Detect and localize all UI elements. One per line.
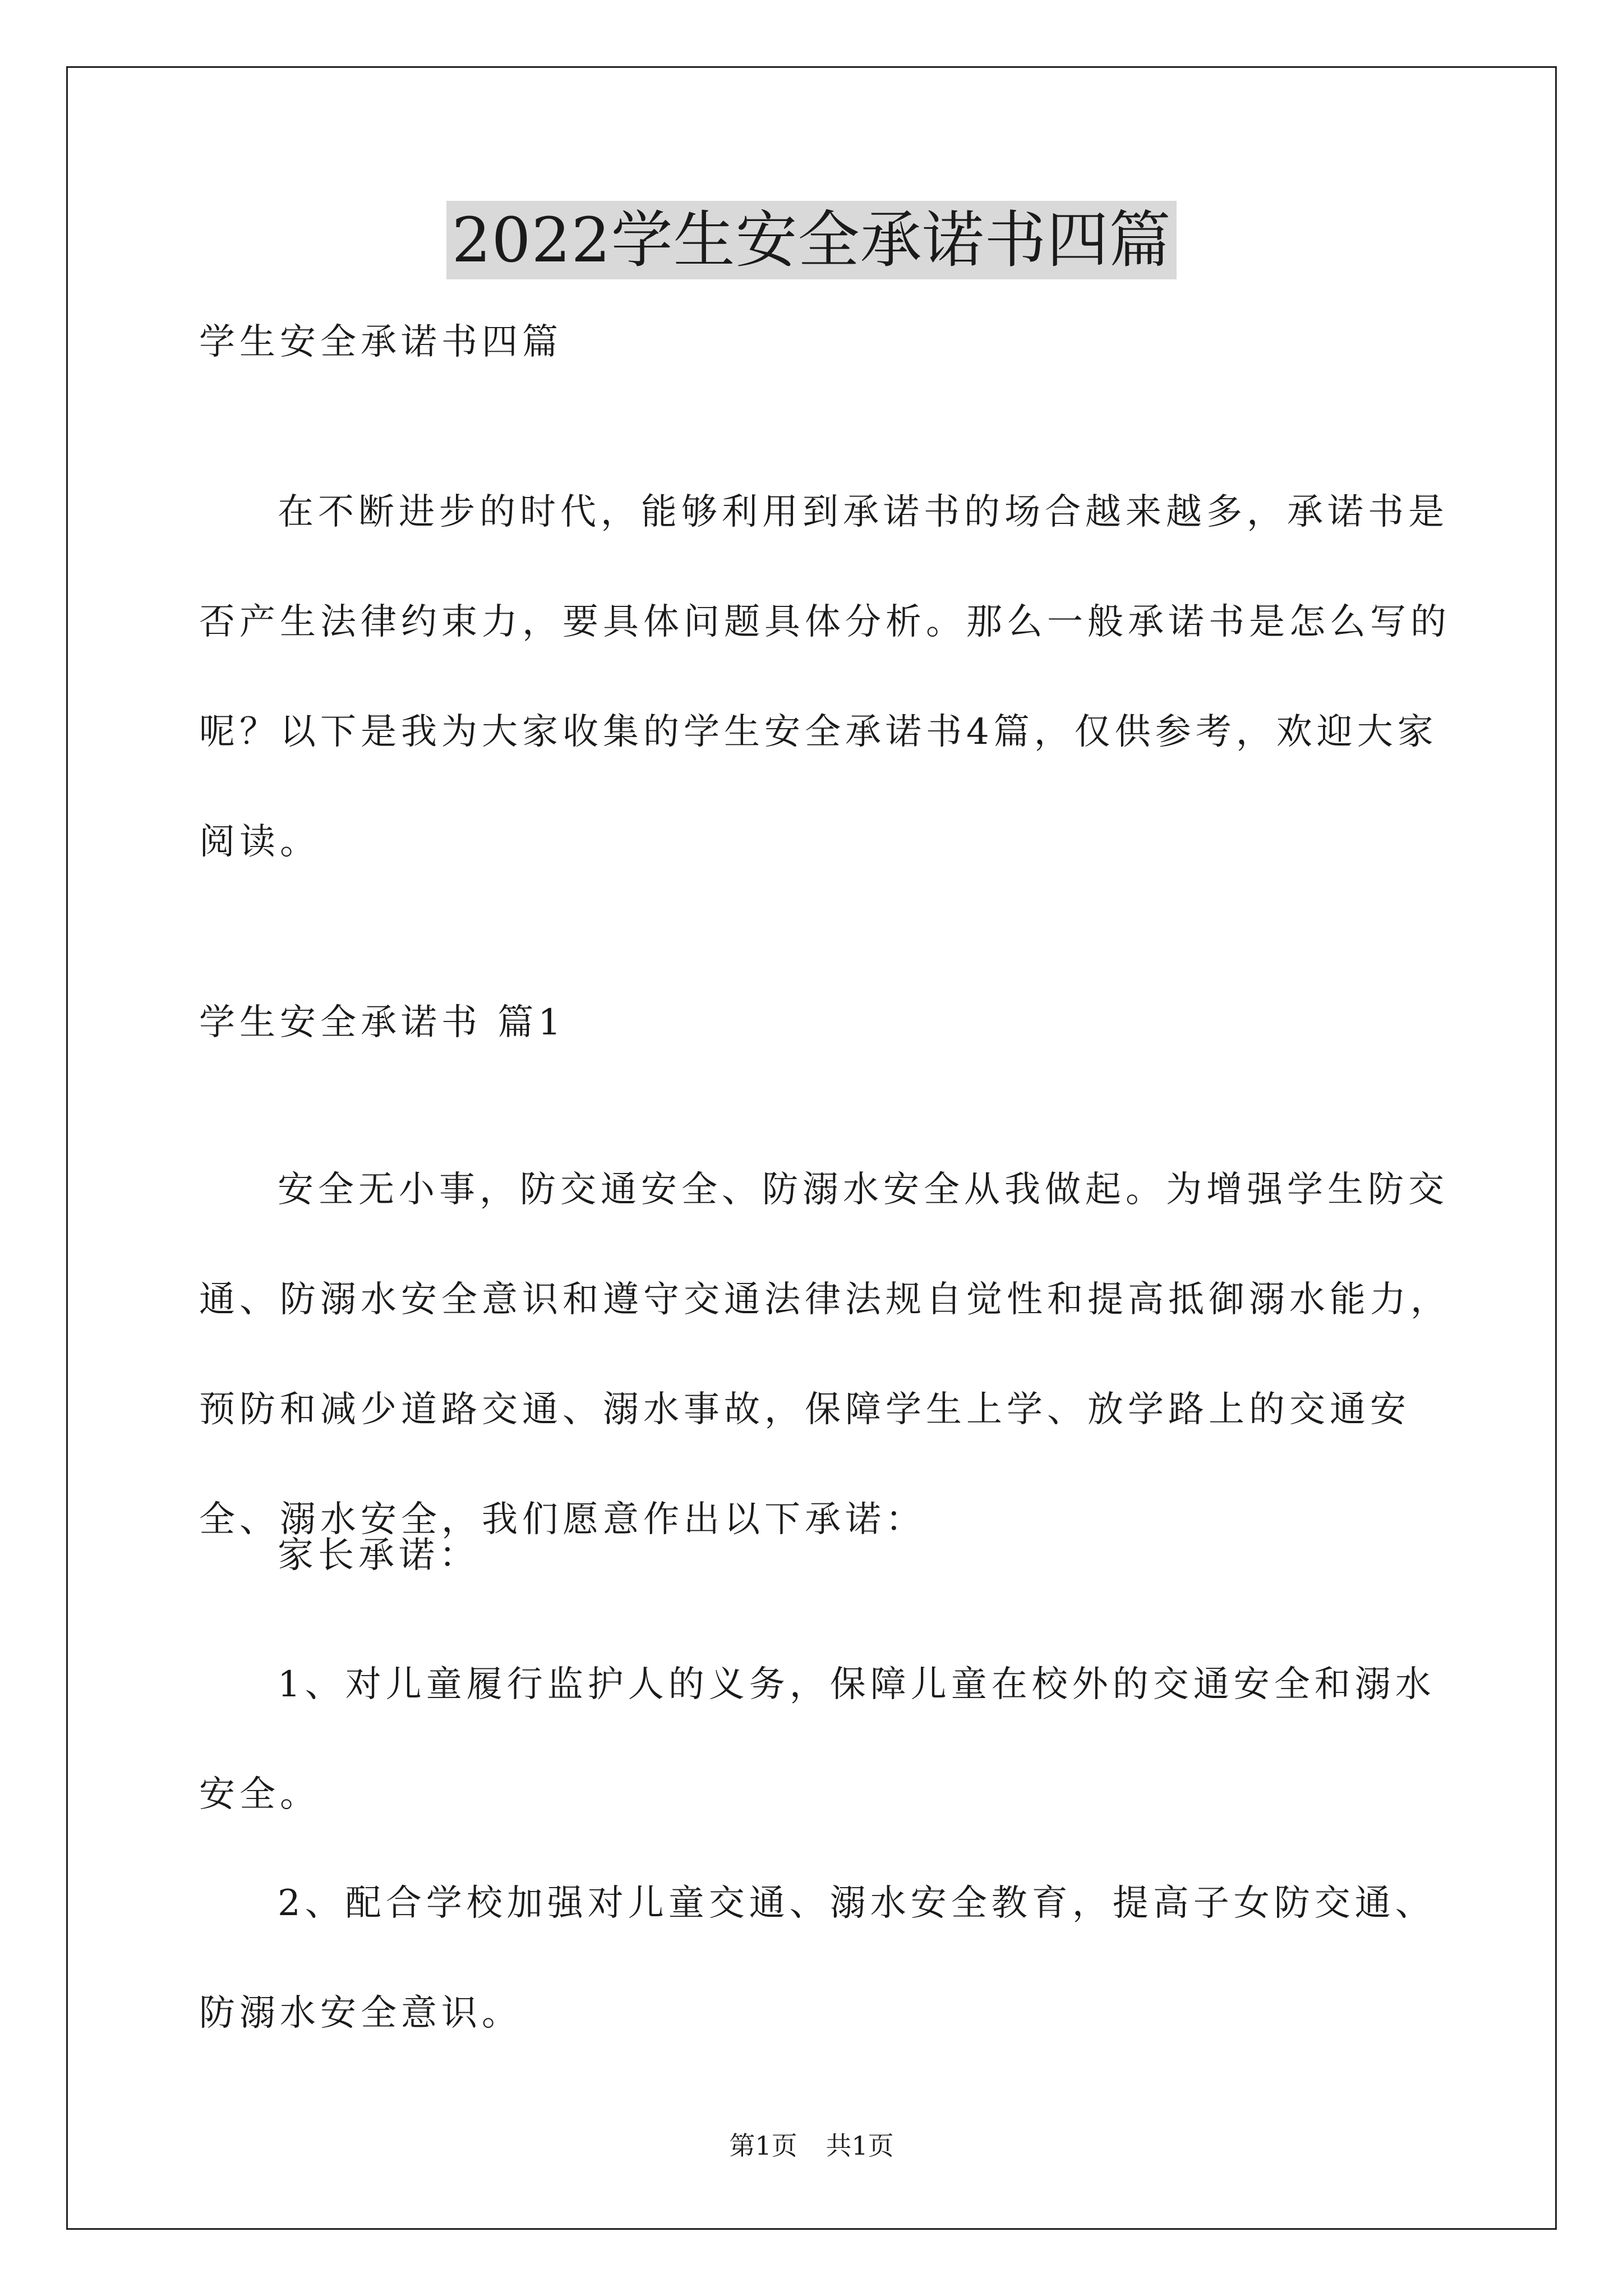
document-title: 2022学生安全承诺书四篇 [446, 201, 1177, 279]
page-footer [0, 2129, 1623, 2162]
commitment-item: 2、配合学校加强对儿童交通、溺水安全教育，提高子女防交通、防溺水安全意识。 [199, 1883, 1436, 2034]
page-total: 共1页 [826, 2131, 894, 2161]
parent-commitment-label: 家长承诺： [278, 1535, 479, 1576]
body-paragraph: 安全无小事，防交通安全、防溺水安全从我做起。为增强学生防交通、防溺水安全意识和遵守交通法律法规自觉性和提高抵御溺水能力，预防和减少道路交通、溺水事故，保障学生上学、放学路上的交通安全、溺水安全，我们愿意作出以下承诺： [199, 1169, 1451, 1540]
page-number: 第1页 [729, 2131, 797, 2161]
document-subtitle: 学生安全承诺书四篇 [199, 321, 562, 363]
title-container [0, 201, 1623, 279]
commitment-item: 1、对儿童履行监护人的义务，保障儿童在校外的交通安全和溺水安全。 [199, 1664, 1436, 1815]
section-heading: 学生安全承诺书 篇1 [199, 1002, 566, 1043]
intro-paragraph: 在不断进步的时代，能够利用到承诺书的场合越来越多，承诺书是否产生法律约束力，要具体问题具体分析。那么一般承诺书是怎么写的呢？以下是我为大家收集的学生安全承诺书4篇，仅供参考，欢迎大家阅读。 [199, 491, 1451, 863]
